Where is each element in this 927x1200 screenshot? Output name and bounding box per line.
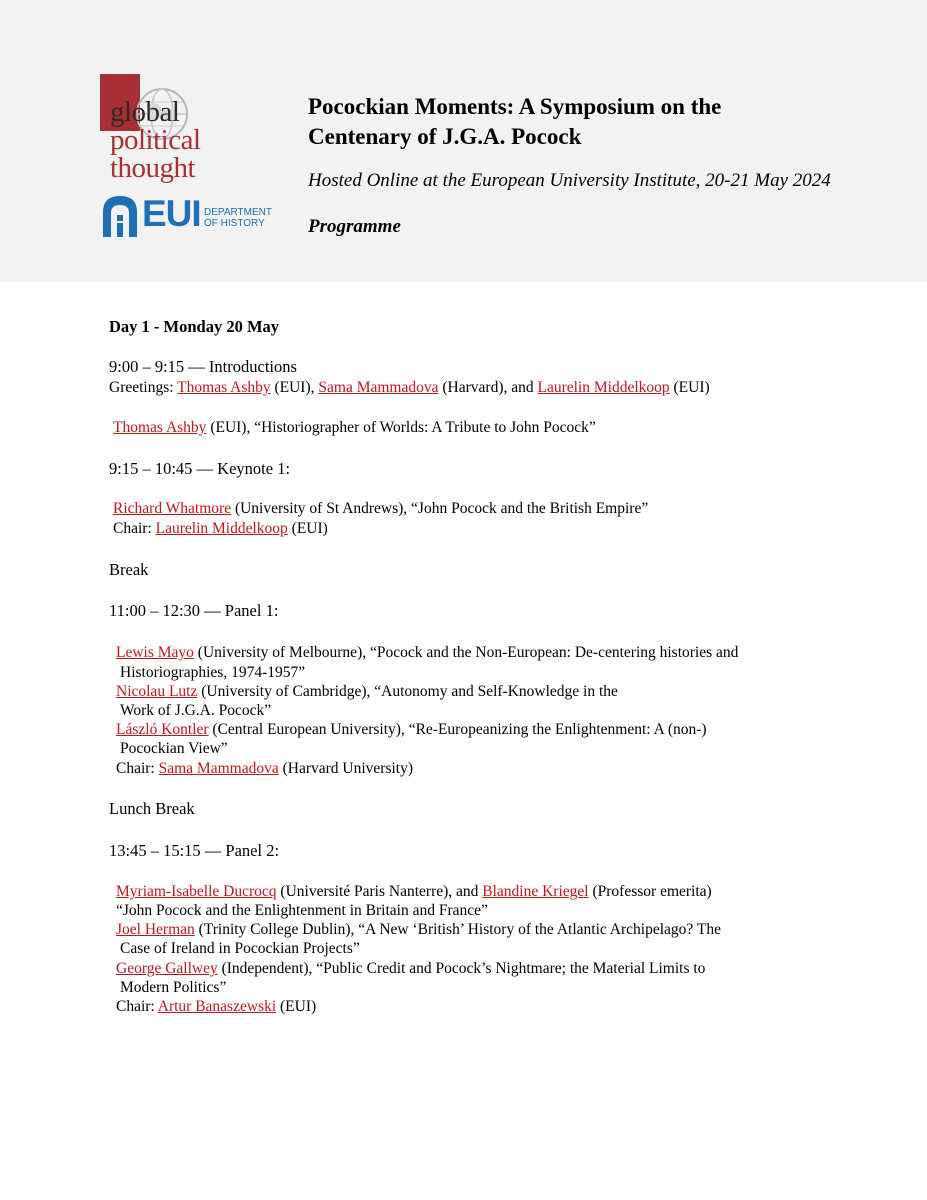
programme-line xyxy=(116,644,738,662)
speaker-link[interactable]: Thomas Ashby xyxy=(113,419,207,436)
programme-text: Chair: xyxy=(116,998,158,1015)
programme-text: 9:00 – 9:15 — Introductions xyxy=(109,357,297,376)
session-heading xyxy=(109,842,279,861)
title-line: Pocockian Moments: A Symposium on the xyxy=(308,94,722,119)
programme-line xyxy=(116,960,705,978)
programme-line xyxy=(116,998,316,1016)
programme-line xyxy=(120,702,271,720)
programme-text: Day 1 - Monday 20 May xyxy=(109,317,280,336)
programme-heading: Programme xyxy=(308,216,401,237)
programme-line xyxy=(120,979,226,997)
programme-text: Chair: xyxy=(116,760,159,777)
programme-line xyxy=(109,379,710,397)
programme-text: (EUI), xyxy=(270,379,319,396)
session-heading xyxy=(109,602,278,621)
programme-text: (EUI) xyxy=(287,520,328,537)
programme-line xyxy=(120,664,305,682)
programme-text: Chair: xyxy=(113,520,156,537)
programme-text: Case of Ireland in Pocockian Projects” xyxy=(120,940,360,957)
logo-word-global: global xyxy=(110,96,180,128)
programme-text: 11:00 – 12:30 — Panel 1: xyxy=(109,601,279,620)
programme-line xyxy=(116,902,488,920)
programme-line xyxy=(116,683,618,701)
speaker-link[interactable]: Richard Whatmore xyxy=(113,500,232,517)
programme-text: (University of St Andrews), “John Pocock and the British Empire” xyxy=(231,500,649,517)
speaker-link[interactable]: Laurelin Middelkoop xyxy=(155,520,288,537)
programme-line xyxy=(113,520,328,538)
speaker-link[interactable]: Thomas Ashby xyxy=(177,379,271,396)
programme-text: (Trinity College Dublin), “A New ‘British’ History of the Atlantic Archipelago? The xyxy=(194,921,721,938)
eui-department-line: DEPARTMENT xyxy=(204,207,272,218)
programme-line xyxy=(113,419,596,437)
session-heading xyxy=(109,561,148,580)
programme-text: Historiographies, 1974-1957” xyxy=(120,664,306,681)
speaker-link[interactable]: Joel Herman xyxy=(116,921,195,938)
logo-word-political: political xyxy=(110,124,201,156)
session-heading xyxy=(109,800,195,819)
programme-line xyxy=(116,883,712,901)
programme-text: (EUI) xyxy=(669,379,710,396)
programme-text: (Harvard University) xyxy=(278,760,414,777)
programme-text: (Harvard), and xyxy=(438,379,538,396)
programme-line xyxy=(116,760,413,778)
speaker-link[interactable]: Sama Mammadova xyxy=(318,379,439,396)
day-heading xyxy=(109,318,279,337)
programme-line xyxy=(120,940,360,958)
programme-text: Lunch Break xyxy=(109,799,195,818)
programme-text: Modern Politics” xyxy=(120,979,227,996)
programme-text: (Professor emerita) xyxy=(588,883,712,900)
programme-text: (University of Melbourne), “Pocock and the Non-European: De-centering histories and xyxy=(193,644,739,661)
speaker-link[interactable]: Blandine Kriegel xyxy=(482,883,589,900)
programme-text: (Université Paris Nanterre), and xyxy=(276,883,483,900)
programme-text: 9:15 – 10:45 — Keynote 1: xyxy=(109,459,291,478)
eui-wordmark: EUI xyxy=(142,193,201,234)
speaker-link[interactable]: Sama Mammadova xyxy=(158,760,279,777)
speaker-link[interactable]: László Kontler xyxy=(116,721,209,738)
speaker-link[interactable]: Artur Banaszewski xyxy=(157,998,277,1015)
programme-text: 13:45 – 15:15 — Panel 2: xyxy=(109,841,280,860)
speaker-link[interactable]: George Gallwey xyxy=(116,960,218,977)
programme-text: (EUI), “Historiographer of Worlds: A Tribute to John Pocock” xyxy=(206,419,596,436)
logo-word-thought: thought xyxy=(110,152,196,184)
speaker-link[interactable]: Laurelin Middelkoop xyxy=(537,379,670,396)
programme-text: (University of Cambridge), “Autonomy and Self-Knowledge in the xyxy=(197,683,618,700)
speaker-link[interactable]: Nicolau Lutz xyxy=(116,683,198,700)
session-heading xyxy=(109,358,297,377)
programme-line xyxy=(113,500,648,518)
speaker-link[interactable]: Myriam-Isabelle Ducrocq xyxy=(116,883,277,900)
programme-text: Greetings: xyxy=(109,379,178,396)
programme-line xyxy=(116,921,721,939)
programme-text: (EUI) xyxy=(276,998,317,1015)
programme-text: Pocockian View” xyxy=(120,740,228,757)
programme-line xyxy=(120,740,228,758)
session-heading xyxy=(109,460,290,479)
programme-text: “John Pocock and the Enlightenment in Britain and France” xyxy=(116,902,488,919)
programme-text: Work of J.G.A. Pocock” xyxy=(120,702,272,719)
eui-department-line: OF HISTORY xyxy=(204,218,265,229)
event-subtitle: Hosted Online at the European University Institute, 20-21 May 2024 xyxy=(308,170,831,191)
programme-text: (Central European University), “Re-Europeanizing the Enlightenment: A (non-) xyxy=(208,721,707,738)
title-line: Centenary of J.G.A. Pocock xyxy=(308,124,582,149)
programme-line xyxy=(116,721,707,739)
programme-text: (Independent), “Public Credit and Pocock’s Nightmare; the Material Limits to xyxy=(217,960,706,977)
programme-text: Break xyxy=(109,560,149,579)
speaker-link[interactable]: Lewis Mayo xyxy=(116,644,194,661)
